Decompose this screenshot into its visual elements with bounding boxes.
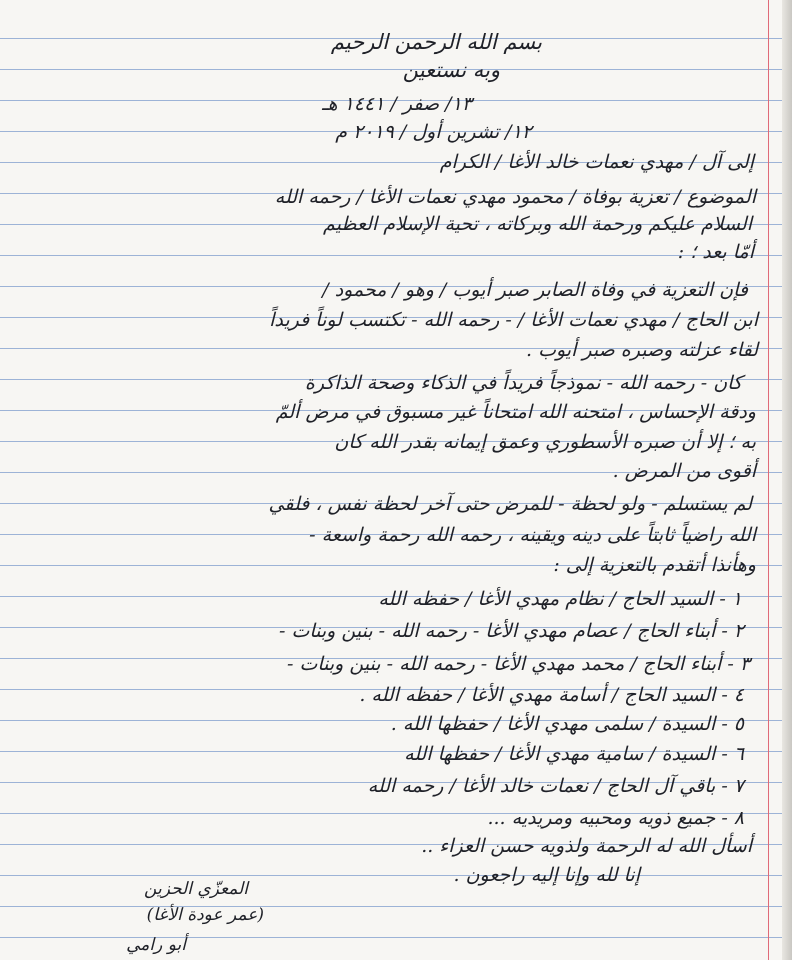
paragraph-3-line-1: لم يستسلم - ولو لحظة - للمرض حتى آخر لحظة نفس ، فلقي	[268, 493, 752, 515]
amma-baad: أمّا بعد ؛ :	[677, 241, 754, 263]
greeting-line: السلام عليكم ورحمة الله وبركاته ، تحية الإسلام العظيم	[323, 213, 752, 235]
paragraph-1-line-2: ابن الحاج / مهدي نعمات الأغا / - رحمه الله - تكتسب لوناً فريداً	[269, 309, 758, 331]
paragraph-3-line-3: وهأنذا أتقدم بالتعزية إلى :	[553, 554, 756, 576]
paragraph-2-line-4: أقوى من المرض .	[612, 460, 756, 482]
recipient-item-2: ٢ - أبناء الحاج / عصام مهدي الأغا - رحمه الله - بنين وبنات -	[279, 620, 744, 642]
recipient-item-5: ٥ - السيدة / سلمى مهدي الأغا / حفظها الله .	[390, 713, 744, 735]
margin-line	[768, 0, 769, 960]
recipient-item-1: ١ - السيد الحاج / نظام مهدي الأغا / حفظه الله	[378, 588, 742, 610]
signature-kunya: أبو رامي	[126, 935, 186, 955]
paragraph-1-line-3: لقاء عزلته وصبره صبر أيوب .	[526, 339, 758, 361]
paragraph-2-line-1: كان - رحمه الله - نموذجاً فريداً في الذكاء وصحة الذاكرة	[304, 372, 742, 394]
paragraph-2-line-3: به ؛ إلا أن صبره الأسطوري وعمق إيمانه بقدر الله كان	[334, 431, 756, 453]
recipient-address: إلى آل / مهدي نعمات خالد الأغا / الكرام	[439, 151, 754, 173]
page-edge	[782, 0, 792, 960]
date-gregorian: ١٢/ تشرين أول / ٢٠١٩ م	[335, 121, 532, 143]
subject-line: الموضوع / تعزية بوفاة / محمود مهدي نعمات الأغا / رحمه الله	[274, 186, 756, 208]
closing-prayer: أسأل الله له الرحمة ولذويه حسن العزاء ..	[421, 835, 752, 857]
paragraph-3-line-2: الله راضياً ثابتاً على دينه ويقينه ، رحمه الله رحمة واسعة -	[309, 524, 756, 546]
inna-lillah: إنا لله وإنا إليه راجعون .	[453, 864, 640, 886]
recipient-item-3: ٣ - أبناء الحاج / محمد مهدي الأغا - رحمه الله - بنين وبنات -	[286, 653, 750, 675]
paragraph-1-line-1: فإن التعزية في وفاة الصابر صبر أيوب / وهو / محمود /	[322, 279, 748, 301]
signature-name: (عمر عودة الأغا)	[146, 905, 264, 925]
recipient-item-8: ٨ - جميع ذويه ومحبيه ومريديه ...	[487, 807, 744, 829]
basmala: بسم الله الرحمن الرحيم	[330, 30, 542, 54]
wabihi-nastaeen: وبه نستعين	[402, 58, 500, 82]
date-hijri: ١٣/ صفر / ١٤٤١ هـ	[321, 93, 472, 115]
recipient-item-6: ٦ - السيدة / سامية مهدي الأغا / حفظها الله	[404, 743, 744, 765]
paragraph-2-line-2: ودقة الإحساس ، امتحنه الله امتحاناً غير مسبوق في مرض ألمّ	[275, 401, 756, 423]
recipient-item-7: ٧ - باقي آل الحاج / نعمات خالد الأغا / رحمه الله	[367, 775, 744, 797]
recipient-item-4: ٤ - السيد الحاج / أسامة مهدي الأغا / حفظه الله .	[359, 684, 744, 706]
signature-title: المعزّي الحزين	[144, 879, 248, 899]
